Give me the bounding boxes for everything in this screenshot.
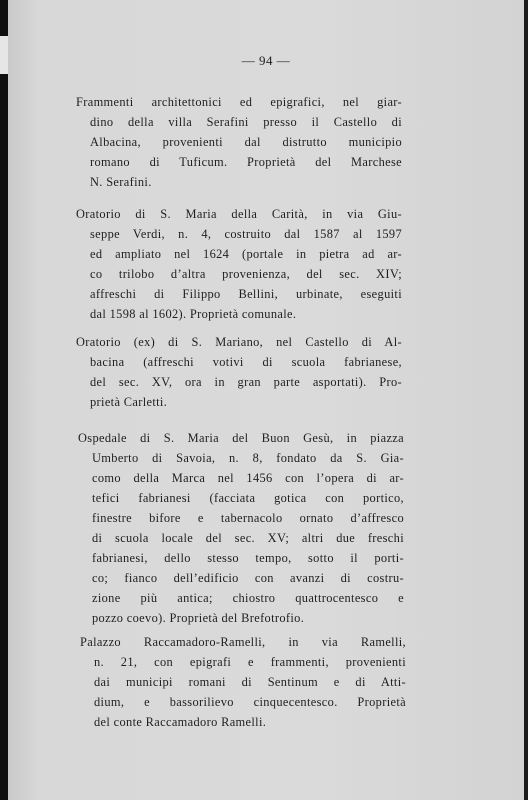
entry-line: co trilobo d’altra provenienza, del sec. XIV;	[90, 267, 402, 281]
scan-edge-marker	[0, 36, 8, 74]
entry-line: dium, e bassorilievo cinquecentesco. Proprietà	[94, 695, 406, 709]
entry-line: Oratorio di S. Maria della Carità, in via Giu-	[76, 207, 402, 221]
entry-line: co; fianco dell’edificio con avanzi di costru-	[92, 571, 404, 585]
entry-line: prietà Carletti.	[90, 395, 168, 409]
entry-line: fabrianesi, dello stesso tempo, sotto il porti-	[92, 551, 404, 565]
scan-left-edge	[0, 0, 8, 800]
entry-line: del conte Raccamadoro Ramelli.	[94, 715, 267, 729]
entry-line: como della Marca nel 1456 con l’opera di ar-	[92, 471, 404, 485]
entry-ospedale-buon-gesu	[78, 428, 404, 628]
entry-line: dai municipi romani di Sentinum e di Atti-	[94, 675, 406, 689]
entry-frammenti-architettonici	[76, 92, 402, 192]
entry-line: finestre bifore e tabernacolo ornato d’affresco	[92, 511, 404, 525]
entry-line: ed ampliato nel 1624 (portale in pietra ad ar-	[90, 247, 402, 261]
entry-line: affreschi di Filippo Bellini, urbinate, eseguiti	[90, 287, 402, 301]
entry-oratorio-carita	[76, 204, 402, 324]
entry-line: Ospedale di S. Maria del Buon Gesù, in piazza	[78, 431, 404, 445]
entry-palazzo-raccamadoro	[80, 632, 406, 732]
entry-line: dal 1598 al 1602). Proprietà comunale.	[90, 307, 297, 321]
entry-line: romano di Tuficum. Proprietà del Marchese	[90, 155, 402, 169]
entry-line: zione più antica; chiostro quattrocentesco e	[92, 591, 404, 605]
page-number: — 94 —	[241, 53, 291, 68]
entry-line: Oratorio (ex) di S. Mariano, nel Castello di Al-	[76, 335, 402, 349]
entry-line: Palazzo Raccamadoro-Ramelli, in via Ramelli,	[80, 635, 406, 649]
entry-line: di scuola locale del sec. XV; altri due freschi	[92, 531, 404, 545]
entry-line: Frammenti architettonici ed epigrafici, nel giar-	[76, 95, 402, 109]
book-page	[8, 0, 524, 800]
entry-oratorio-mariano	[76, 332, 402, 412]
entry-line: Albacina, provenienti dal distrutto municipio	[90, 135, 402, 149]
entry-line: tefici fabrianesi (facciata gotica con portico,	[92, 491, 404, 505]
entry-line: dino della villa Serafini presso il Castello di	[90, 115, 402, 129]
entry-line: del sec. XV, ora in gran parte asportati). Pro-	[90, 375, 402, 389]
entry-line: pozzo coevo). Proprietà del Brefotrofio.	[92, 611, 305, 625]
entry-line: bacina (affreschi votivi di scuola fabrianese,	[90, 355, 402, 369]
entry-line: seppe Verdi, n. 4, costruito dal 1587 al 1597	[90, 227, 402, 241]
entry-line: N. Serafini.	[90, 175, 152, 189]
entry-line: n. 21, con epigrafi e frammenti, provenienti	[94, 655, 406, 669]
entry-line: Umberto di Savoia, n. 8, fondato da S. Gia-	[92, 451, 404, 465]
